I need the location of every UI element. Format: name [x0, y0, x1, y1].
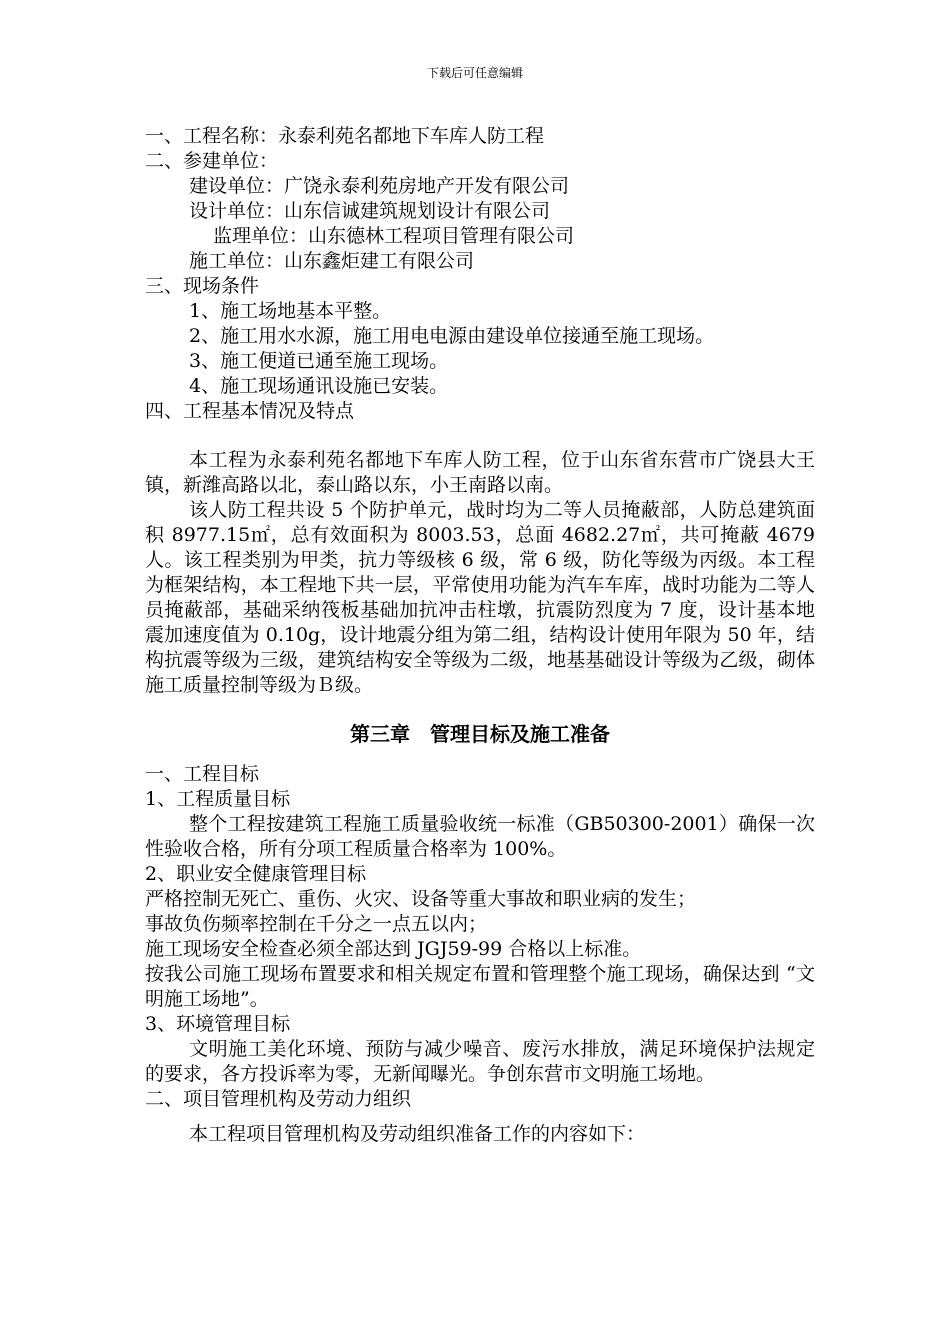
section-basic-info: 四、工程基本情况及特点 [145, 400, 355, 422]
heading-org: 二、项目管理机构及劳动力组织 [145, 1088, 412, 1110]
site-item: 1、施工场地基本平整。 [189, 300, 392, 322]
site-item: 4、施工现场通讯设施已安装。 [189, 375, 449, 397]
section-site-conditions: 三、现场条件 [145, 275, 260, 297]
section-project-name: 一、工程名称：永泰利苑名都地下车库人防工程 [145, 125, 545, 147]
safety-item: 严格控制无死亡、重伤、火灾、设备等重大事故和职业病的发生； [145, 888, 697, 910]
detail-paragraph: 该人防工程共设 5 个防护单元，战时均为二等人员掩蔽部，人防总建筑面积 8977.15㎡，总有效面积为 8003.53，总面 4682.27㎡，共可掩蔽 4679 人。该工程类别为甲类，抗力等级核 6 级，常 6 级，防化等级为丙级。本工程为框架结构，本工程地下共一层，平常使用功能为汽车车库，战时功能为二等人员掩蔽部，基础采纳筏板基础加抗冲击柱墩，抗震防烈度为 7 度，设计基本地震加速度值为 0.10g，设计地震分组为第二组，结构设计使用年限为 50 年，结构抗震等级为三级，建筑结构安全等级为二级，地基基础设计等级为乙级，砌体施工质量控制等级为Ｂ级。 [145, 499, 815, 696]
site-item: 2、施工用水水源，施工用电电源由建设单位接通至施工现场。 [189, 325, 715, 347]
unit-design: 设计单位：山东信诚建筑规划设计有限公司 [189, 200, 551, 222]
env-block [145, 1037, 815, 1087]
section-participants: 二、参建单位： [145, 150, 279, 172]
safety-item: 施工现场安全检查必须全部达到 JGJ59-99 合格以上标准。 [145, 938, 642, 960]
page-header: 下载后可任意编辑 [426, 66, 523, 80]
quality-block [145, 812, 815, 862]
basic-info-paragraphs [145, 448, 815, 698]
intro-paragraph: 本工程为永泰利苑名都地下车库人防工程，位于山东省东营市广饶县大王镇，新潍高路以北，泰山路以东，小王南路以南。 [145, 449, 815, 496]
unit-supervise: 监理单位：山东德林工程项目管理有限公司 [213, 225, 575, 247]
heading-goals: 一、工程目标 [145, 763, 260, 785]
site-item: 3、施工便道已通至施工现场。 [189, 350, 449, 372]
quality-paragraph: 整个工程按建筑工程施工质量验收统一标准（GB50300-2001）确保一次性验收合格，所有分项工程质量合格率为 100%。 [145, 813, 815, 860]
safety-item: 事故负伤频率控制在千分之一点五以内； [145, 913, 488, 935]
heading-safety-goal: 2、职业安全健康管理目标 [145, 863, 367, 885]
unit-build: 建设单位：广饶永泰利苑房地产开发有限公司 [189, 175, 570, 197]
heading-quality-goal: 1、工程质量目标 [145, 788, 291, 810]
chapter-title: 第三章 管理目标及施工准备 [350, 722, 610, 746]
unit-construct: 施工单位：山东鑫炬建工有限公司 [189, 250, 475, 272]
safety-block [145, 962, 815, 1012]
heading-env-goal: 3、环境管理目标 [145, 1013, 291, 1035]
safety-paragraph: 按我公司施工现场布置要求和相关规定布置和管理整个施工现场，确保达到 “文明施工场地”。 [145, 963, 815, 1010]
document-body [145, 124, 815, 1147]
org-paragraph: 本工程项目管理机构及劳动组织准备工作的内容如下： [189, 1123, 646, 1145]
env-paragraph: 文明施工美化环境、预防与减少噪音、废污水排放，满足环境保护法规定的要求，各方投诉率为零，无新闻曝光。争创东营市文明施工场地。 [145, 1038, 815, 1085]
